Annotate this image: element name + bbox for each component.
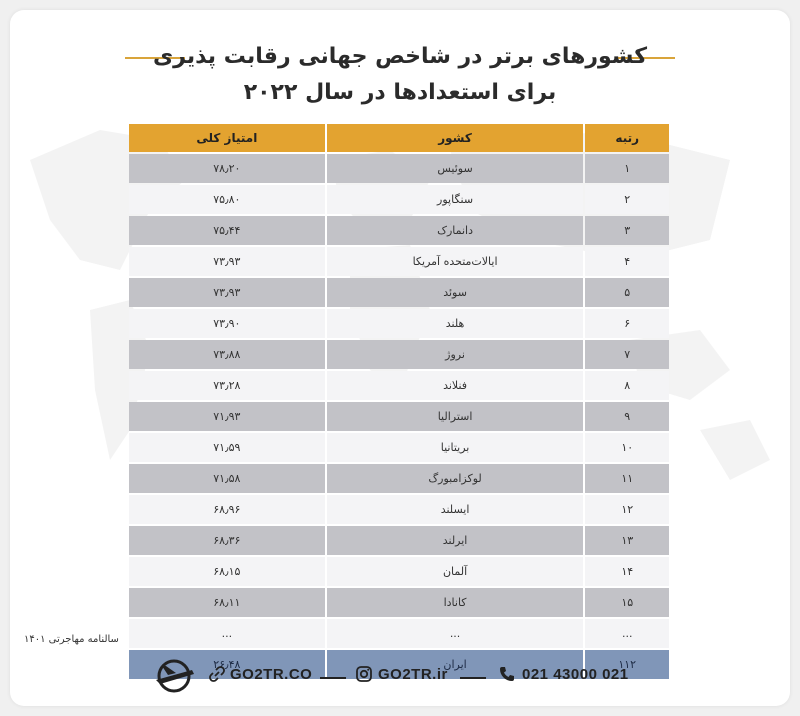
rank-cell: ۱۲: [585, 495, 669, 524]
footer-divider: [320, 677, 346, 679]
header-country: کشور: [327, 124, 584, 152]
score-cell: ۷۳٫۸۸: [129, 340, 325, 369]
country-cell: سوئد: [327, 278, 584, 307]
table-row: [129, 154, 669, 183]
rank-cell: ۱۳: [585, 526, 669, 555]
instagram-icon: [355, 665, 373, 683]
table-row: [129, 402, 669, 431]
rank-cell: ۲: [585, 185, 669, 214]
country-cell: استرالیا: [327, 402, 584, 431]
infographic-card: [10, 10, 790, 706]
score-cell: ۷۳٫۹۳: [129, 278, 325, 307]
country-cell: فنلاند: [327, 371, 584, 400]
footer-divider: [460, 677, 486, 679]
rank-cell: ۱۴: [585, 557, 669, 586]
country-cell: ...: [327, 619, 584, 648]
country-cell: آلمان: [327, 557, 584, 586]
footer: [10, 656, 790, 696]
score-cell: ۷۸٫۲۰: [129, 154, 325, 183]
table-row: [129, 588, 669, 617]
score-cell: ۷۳٫۹۳: [129, 247, 325, 276]
table-row: [129, 557, 669, 586]
country-cell: سنگاپور: [327, 185, 584, 214]
score-cell: ۷۱٫۹۳: [129, 402, 325, 431]
rank-cell: ...: [585, 619, 669, 648]
score-cell: ۷۳٫۲۸: [129, 371, 325, 400]
ranking-table: [127, 122, 671, 681]
table-row: [129, 340, 669, 369]
table-row: [129, 526, 669, 555]
country-cell: ایسلند: [327, 495, 584, 524]
table-row: [129, 309, 669, 338]
score-cell: ۷۱٫۵۸: [129, 464, 325, 493]
country-cell: سوئیس: [327, 154, 584, 183]
rank-cell: ۱۰: [585, 433, 669, 462]
score-cell: ۷۵٫۴۴: [129, 216, 325, 245]
country-cell: هلند: [327, 309, 584, 338]
country-cell: لوکزامبورگ: [327, 464, 584, 493]
country-cell: نروژ: [327, 340, 584, 369]
instagram-link[interactable]: GO2TR.ir: [378, 666, 448, 683]
table-row: [129, 495, 669, 524]
header-score: امتیاز کلی: [129, 124, 325, 152]
country-cell: دانمارک: [327, 216, 584, 245]
table-row: [129, 371, 669, 400]
rank-cell: ۳: [585, 216, 669, 245]
title-line-2: برای استعدادها در سال ۲۰۲۲: [243, 80, 557, 105]
title-line-1: کشورهای برتر در شاخص جهانی رقابت پذیری: [152, 44, 647, 69]
phone-icon: [498, 665, 516, 683]
score-cell: ۶۸٫۳۶: [129, 526, 325, 555]
rank-cell: ۸: [585, 371, 669, 400]
score-cell: ۷۳٫۹۰: [129, 309, 325, 338]
header-rank: رتبه: [585, 124, 669, 152]
rank-cell: ۹: [585, 402, 669, 431]
table-row: [129, 433, 669, 462]
website-link[interactable]: GO2TR.CO: [230, 666, 313, 683]
source-note: سالنامه مهاجرتی ۱۴۰۱: [24, 634, 119, 645]
go2tr-logo: [148, 656, 200, 696]
score-cell: ...: [129, 619, 325, 648]
score-cell: ۶۸٫۹۶: [129, 495, 325, 524]
country-cell: بریتانیا: [327, 433, 584, 462]
phone-number[interactable]: 021 43000 021: [522, 666, 629, 683]
country-cell: ایران: [327, 650, 584, 679]
link-icon: [208, 665, 226, 683]
table-row: [129, 185, 669, 214]
table-row: [129, 247, 669, 276]
table-row-ellipsis: [129, 619, 669, 648]
table-row: [129, 464, 669, 493]
rank-cell: ۱۱: [585, 464, 669, 493]
rank-cell: ۱: [585, 154, 669, 183]
rank-cell: ۱۵: [585, 588, 669, 617]
table-header-row: [129, 124, 669, 152]
score-cell: ۶۸٫۱۱: [129, 588, 325, 617]
country-cell: ایالات‌متحده آمریکا: [327, 247, 584, 276]
score-cell: ۷۱٫۵۹: [129, 433, 325, 462]
country-cell: ایرلند: [327, 526, 584, 555]
country-cell: کانادا: [327, 588, 584, 617]
rank-cell: ۷: [585, 340, 669, 369]
rank-cell: ۵: [585, 278, 669, 307]
score-cell: ۷۵٫۸۰: [129, 185, 325, 214]
table-row: [129, 216, 669, 245]
rank-cell: ۴: [585, 247, 669, 276]
score-cell: ۶۸٫۱۵: [129, 557, 325, 586]
score-cell: ۲۶٫۴۸: [129, 650, 325, 679]
rank-cell: ۶: [585, 309, 669, 338]
table-row: [129, 278, 669, 307]
rank-cell: ۱۱۲: [585, 650, 669, 679]
